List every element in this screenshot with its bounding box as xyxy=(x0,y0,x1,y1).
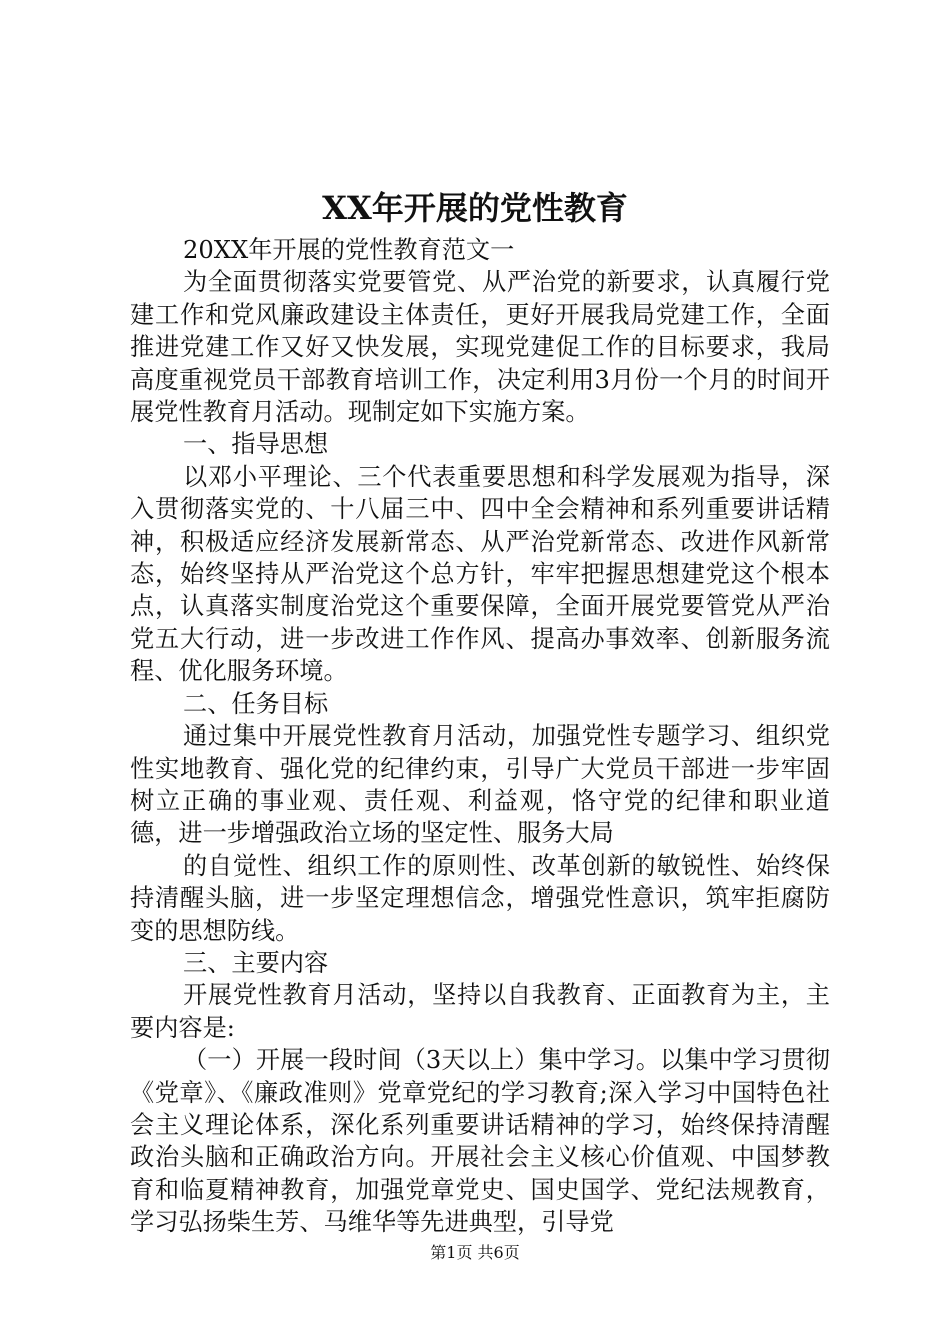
page-number-footer: 第1页 共6页 xyxy=(430,1243,520,1262)
paragraph: 以邓小平理论、三个代表重要思想和科学发展观为指导，深入贯彻落实党的、十八届三中、四中全会精神和系列重要讲话精神，积极适应经济发展新常态、从严治党新常态、改进作风新常态，始终坚持从严治党这个总方针，牢牢把握思想建党这个根本点，认真落实制度治党这个重要保障，全面开展党要管党从严治党五大行动，进一步改进工作作风、提高办事效率、创新服务流程、优化服务环境。 xyxy=(130,462,830,686)
section-heading: 二、任务目标 xyxy=(183,689,329,718)
paragraph: 为全面贯彻落实党要管党、从严治党的新要求，认真履行党建工作和党风廉政建设主体责任，更好开展我局党建工作，全面推进党建工作又好又快发展，实现党建促工作的目标要求，我局高度重视党员干部教育培训工作，决定利用3月份一个月的时间开展党性教育月活动。现制定如下实施方案。 xyxy=(130,268,830,427)
paragraph: 开展党性教育月活动，坚持以自我教育、正面教育为主，主要内容是: xyxy=(130,981,830,1042)
section-heading: 三、主要内容 xyxy=(183,948,329,977)
paragraph-subtitle: 20XX年开展的党性教育范文一 xyxy=(183,236,515,264)
document-title: XX年开展的党性教育 xyxy=(322,189,628,227)
paragraph: （一）开展一段时间（3天以上）集中学习。以集中学习贯彻《党章》、《廉政准则》党章党纪的学习教育;深入学习中国特色社会主义理论体系，深化系列重要讲话精神的学习，始终保持清醒政治头脑和正确政治方向。开展社会主义核心价值观、中国梦教育和临夏精神教育，加强党章党史、国史国学、党纪法规教育，学习弘扬柴生芳、马维华等先进典型，引导党 xyxy=(130,1046,830,1237)
section-heading: 一、指导思想 xyxy=(183,430,329,459)
paragraph: 的自觉性、组织工作的原则性、改革创新的敏锐性、始终保持清醒头脑，进一步坚定理想信念，增强党性意识，筑牢拒腐防变的思想防线。 xyxy=(130,851,830,945)
paragraph: 通过集中开展党性教育月活动，加强党性专题学习、组织党性实地教育、强化党的纪律约束，引导广大党员干部进一步牢固树立正确的事业观、责任观、利益观，恪守党的纪律和职业道德，进一步增强政治立场的坚定性、服务大局 xyxy=(130,722,830,848)
document-body xyxy=(130,234,830,1239)
